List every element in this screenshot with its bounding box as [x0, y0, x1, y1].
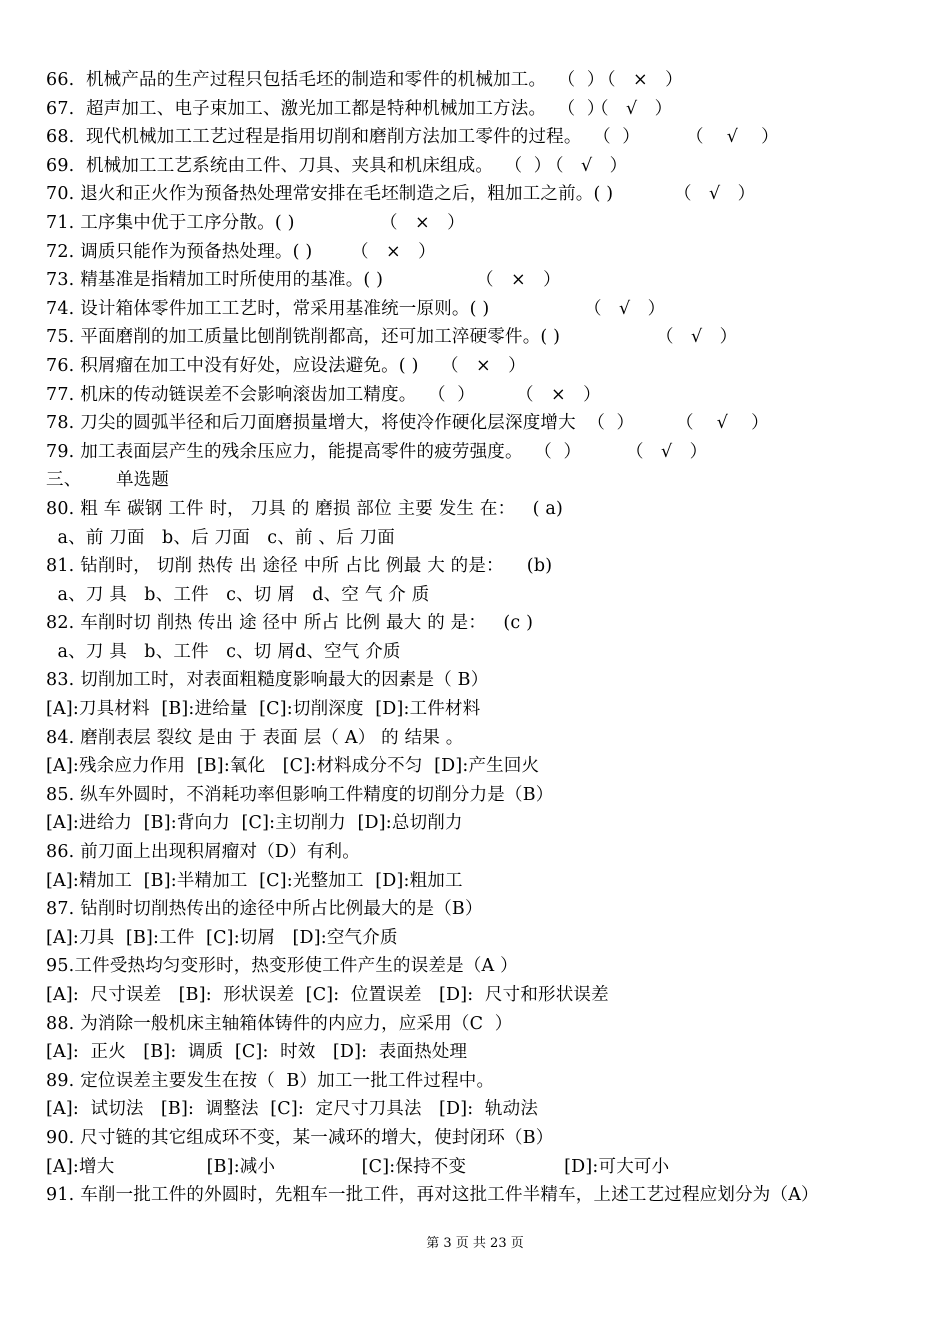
question-item — [46, 409, 926, 438]
answer-mark: （ √ ） — [656, 327, 738, 348]
question-stem — [46, 1067, 926, 1096]
line-text: [A]: 正火 [B]: 调质 [C]: 时效 [D]: 表面热处理 — [46, 1042, 468, 1063]
answer-mark: （ × ） — [516, 384, 601, 405]
question-item — [46, 381, 926, 410]
question-text: 76. 积屑瘤在加工中没有好处，应设法避免。( ) — [46, 355, 419, 376]
line-text: 88. 为消除一般机床主轴箱体铸件的内应力，应采用（C ） — [46, 1013, 513, 1034]
line-text: [A]:精加工 [B]:半精加工 [C]:光整加工 [D]:粗加工 — [46, 870, 463, 891]
line-text: 85. 纵车外圆时，不消耗功率但影响工件精度的切削分力是（B） — [46, 784, 554, 805]
line-text: [A]:刀具材料 [B]:进给量 [C]:切削深度 [D]:工件材料 — [46, 699, 481, 720]
single-choice-section — [46, 495, 926, 1210]
answer-options — [46, 809, 926, 838]
line-text: 84. 磨削表层 裂纹 是由 于 表面 层（ A） 的 结果 。 — [46, 727, 464, 748]
question-text: 70. 退火和正火作为预备热处理常安排在毛坯制造之后，粗加工之前。( ) — [46, 184, 614, 205]
question-item — [46, 352, 926, 381]
answer-mark: （ × ） — [441, 355, 526, 376]
line-text: 81. 钻削时， 切削 热传 出 途径 中所 占比 例最 大 的是： (b) — [46, 556, 553, 577]
question-item — [46, 180, 926, 209]
line-text: 89. 定位误差主要发生在按（ B）加工一批工件过程中。 — [46, 1070, 495, 1091]
question-text: 72. 调质只能作为预备热处理。( ) — [46, 241, 313, 262]
question-item — [46, 95, 926, 124]
question-text: 77. 机床的传动链误差不会影响滚齿加工精度。 （ ） — [46, 384, 475, 405]
answer-options — [46, 752, 926, 781]
answer-options — [46, 695, 926, 724]
line-text: a、刀 具 b、工件 c、切 屑d、空气 介质 — [46, 641, 401, 662]
question-stem — [46, 781, 926, 810]
question-item — [46, 266, 926, 295]
question-stem — [46, 1181, 926, 1210]
question-stem — [46, 1010, 926, 1039]
question-text: 71. 工序集中优于工序分散。( ) — [46, 212, 295, 233]
answer-mark: （ √ ） — [674, 184, 756, 205]
page-footer: 第 3 页 共 23 页 — [426, 1236, 524, 1251]
question-stem — [46, 1124, 926, 1153]
line-text: 95.工件受热均匀变形时，热变形使工件产生的误差是（A ） — [46, 956, 518, 977]
true-false-section — [46, 66, 926, 466]
question-item — [46, 323, 926, 352]
question-item — [46, 295, 926, 324]
question-text: 79. 加工表面层产生的残余压应力，能提高零件的疲劳强度。 （ ） — [46, 441, 582, 462]
document-body — [46, 66, 926, 1210]
answer-mark: （ √ ） — [584, 298, 666, 319]
answer-options — [46, 524, 926, 553]
answer-options — [46, 1153, 926, 1182]
answer-options — [46, 638, 926, 667]
answer-mark: （ √ ） — [676, 413, 769, 434]
question-stem — [46, 838, 926, 867]
line-text: 86. 前刀面上出现积屑瘤对（D）有利。 — [46, 842, 360, 863]
question-text: 69. 机械加工工艺系统由工件、刀具、夹具和机床组成。 （ ） — [46, 155, 552, 176]
answer-mark: （ × ） — [598, 70, 683, 90]
line-text: [A]:进给力 [B]:背向力 [C]:主切削力 [D]:总切削力 — [46, 813, 463, 834]
question-stem — [46, 952, 926, 981]
answer-options — [46, 581, 926, 610]
question-item — [46, 152, 926, 181]
line-text: [A]:增大 [B]:减小 [C]:保持不变 [D]:可大可小 — [46, 1156, 670, 1177]
answer-mark: （ × ） — [380, 212, 465, 233]
question-text: 67. 超声加工、电子束加工、激光加工都是特种机械加工方法。 （ ） — [46, 98, 605, 119]
line-text: a、刀 具 b、工件 c、切 屑 d、空 气 介 质 — [46, 584, 430, 605]
answer-mark: （ √ ） — [591, 98, 673, 119]
question-text: 68. 现代机械加工工艺过程是指用切削和磨削方法加工零件的过程。 （ ） — [46, 127, 641, 148]
line-text: 83. 切削加工时，对表面粗糙度影响最大的因素是（ B） — [46, 670, 489, 691]
question-item — [46, 209, 926, 238]
line-text: 82. 车削时切 削热 传出 途 径中 所占 比例 最大 的 是： (c ) — [46, 613, 534, 634]
question-item — [46, 438, 926, 467]
answer-mark: （ √ ） — [686, 127, 779, 148]
line-text: a、前 刀面 b、后 刀面 c、前 、后 刀面 — [46, 527, 395, 548]
answer-options — [46, 867, 926, 896]
answer-mark: （ √ ） — [626, 441, 708, 462]
line-text: 87. 钻削时切削热传出的途径中所占比例最大的是（B） — [46, 899, 483, 920]
answer-mark: （ √ ） — [546, 155, 628, 176]
question-text: 75. 平面磨削的加工质量比刨削铣削都高，还可加工淬硬零件。( ) — [46, 327, 561, 348]
line-text: [A]: 试切法 [B]: 调整法 [C]: 定尺寸刀具法 [D]: 轨动法 — [46, 1099, 539, 1120]
answer-options — [46, 924, 926, 953]
section-heading: 三、 单选题 — [46, 470, 170, 491]
question-text: 66. 机械产品的生产过程只包括毛坯的制造和零件的机械加工。 （ ） — [46, 70, 605, 90]
question-stem — [46, 724, 926, 753]
question-item — [46, 238, 926, 267]
question-stem — [46, 895, 926, 924]
question-stem — [46, 552, 926, 581]
answer-options — [46, 1095, 926, 1124]
question-text: 74. 设计箱体零件加工工艺时，常采用基准统一原则。( ) — [46, 298, 490, 319]
answer-mark: （ × ） — [351, 241, 436, 262]
question-stem — [46, 495, 926, 524]
line-text: 91. 车削一批工件的外圆时，先粗车一批工件，再对这批工件半精车，上述工艺过程应划分为（A） — [46, 1185, 819, 1206]
answer-mark: （ × ） — [476, 270, 561, 291]
question-stem — [46, 609, 926, 638]
question-text: 73. 精基准是指精加工时所使用的基准。( ) — [46, 270, 384, 291]
answer-options — [46, 1038, 926, 1067]
line-text: [A]:残余应力作用 [B]:氧化 [C]:材料成分不匀 [D]:产生回火 — [46, 756, 540, 777]
question-item — [46, 123, 926, 152]
line-text: 90. 尺寸链的其它组成环不变，某一减环的增大，使封闭环（B） — [46, 1127, 554, 1148]
line-text: [A]: 尺寸误差 [B]: 形状误差 [C]: 位置误差 [D]: 尺寸和形状误差 — [46, 985, 609, 1005]
question-item — [46, 66, 926, 95]
question-text: 78. 刀尖的圆弧半径和后刀面磨损量增大，将使冷作硬化层深度增大 （ ） — [46, 413, 635, 434]
line-text: [A]:刀具 [B]:工件 [C]:切屑 [D]:空气介质 — [46, 927, 398, 948]
line-text: 80. 粗 车 碳钢 工件 时， 刀具 的 磨损 部位 主要 发生 在： ( a) — [46, 498, 564, 519]
answer-options — [46, 981, 926, 1010]
question-stem — [46, 666, 926, 695]
